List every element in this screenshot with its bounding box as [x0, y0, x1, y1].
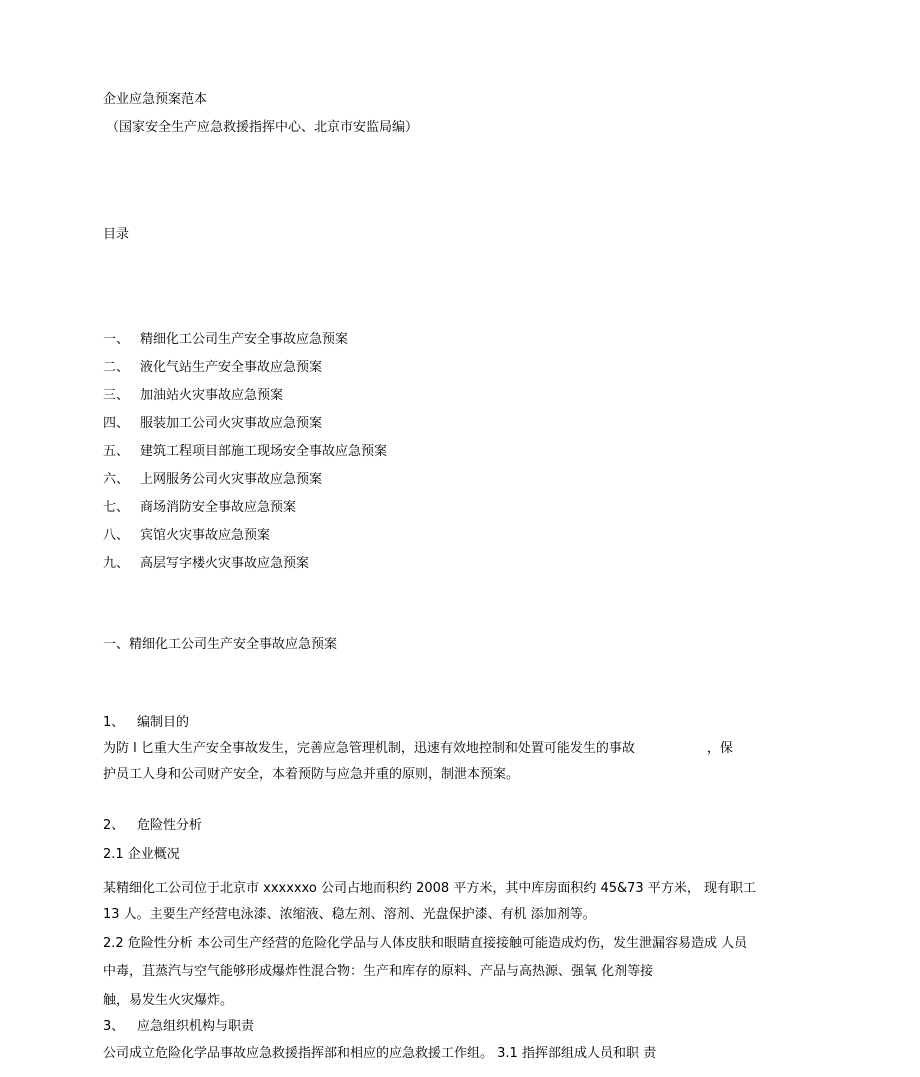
- toc-item: [103, 416, 322, 432]
- paragraph-text: ，保: [706, 741, 733, 756]
- toc-item-number: 九、: [103, 556, 130, 571]
- toc-item-number: 二、: [103, 360, 130, 375]
- toc-item-text: 商场消防安全事故应急预案: [140, 500, 297, 515]
- toc-item: [103, 388, 283, 404]
- document-subtitle: （国家安全生产应急救援指挥中心、北京市安监局编）: [106, 120, 419, 135]
- toc-item: [103, 556, 309, 572]
- toc-item-number: 三、: [103, 388, 130, 403]
- toc-item-text: 服装加工公司火灾事故应急预案: [140, 416, 323, 431]
- toc-item-number: 六、: [103, 472, 130, 487]
- toc-item-text: 宾馆火灾事故应急预案: [140, 528, 271, 543]
- paragraph-line: 2.2 危险性分析 本公司生产经营的危险化学品与人体皮肤和眼睛直接接触可能造成灼伤，发生泄漏容易造成 人员: [103, 936, 748, 951]
- paragraph-line: 护员工人身和公司财产安全，本着预防与应急并重的原则，制泄本预案。: [103, 767, 520, 782]
- subsection-title: 危险性分析: [137, 818, 203, 833]
- toc-item-number: 四、: [103, 416, 130, 431]
- toc-item-number: 七、: [103, 500, 130, 515]
- paragraph-text: 为防 l 匕重大生产安全事故发生，完善应急管理机制，迅速有效地控制和处置可能发生的事故: [103, 741, 635, 756]
- paragraph-line: 中毒，苴蒸汽与空气能够形成爆炸性混合物：生产和库存的原料、产品与高热源、强氧 化剂等接: [103, 964, 654, 979]
- document-title: 企业应急预案范本: [103, 92, 208, 107]
- toc-item: [103, 360, 322, 376]
- toc-item-text: 建筑工程项目部施工现场安全事故应急预案: [140, 444, 388, 459]
- subsection-title: 编制目的: [137, 715, 190, 730]
- toc-item-text: 液化气站生产安全事故应急预案: [140, 360, 323, 375]
- toc-heading: 目录: [103, 227, 130, 242]
- toc-item-text: 精细化工公司生产安全事故应急预案: [140, 332, 349, 347]
- toc-item: [103, 500, 296, 516]
- toc-item-text: 上网服务公司火灾事故应急预案: [140, 472, 323, 487]
- toc-item-number: 一、: [103, 332, 130, 347]
- subsection-heading: [103, 818, 202, 834]
- paragraph-line: [103, 741, 733, 757]
- subsubsection-heading: 2.1 企业概况: [103, 847, 180, 862]
- toc-item: [103, 332, 348, 348]
- toc-item-number: 八、: [103, 528, 130, 543]
- subsection-heading: [103, 1019, 254, 1035]
- subsection-number: 2、: [103, 818, 125, 833]
- toc-item-text: 高层写字楼火灾事故应急预案: [140, 556, 310, 571]
- subsection-number: 3、: [103, 1019, 125, 1034]
- toc-item-text: 加油站火灾事故应急预案: [140, 388, 284, 403]
- subsection-number: 1、: [103, 715, 125, 730]
- section-heading: 一、精细化工公司生产安全事故应急预案: [103, 637, 338, 652]
- toc-item-number: 五、: [103, 444, 130, 459]
- paragraph-line: 触，易发生火灾爆炸。: [103, 993, 234, 1008]
- paragraph-line: 公司成立危险化学品事故应急救援指挥部和相应的应急救援工作组。 3.1 指挥部组成人员和职 责: [103, 1046, 657, 1061]
- toc-item: [103, 444, 387, 460]
- subsection-heading: [103, 715, 189, 731]
- toc-item: [103, 528, 270, 544]
- paragraph-line: 某精细化工公司位于北京市 xxxxxxo 公司占地而积约 2008 平方米，其中库房面积约 45&73 平方米， 现有职工: [103, 881, 756, 896]
- toc-item: [103, 472, 322, 488]
- subsection-title: 应急组织机构与职责: [137, 1019, 255, 1034]
- paragraph-line: 13 人。主要生产经营电泳漆、浓缩液、稳左剂、溶剂、光盘保护漆、有机 添加剂等。: [103, 907, 596, 922]
